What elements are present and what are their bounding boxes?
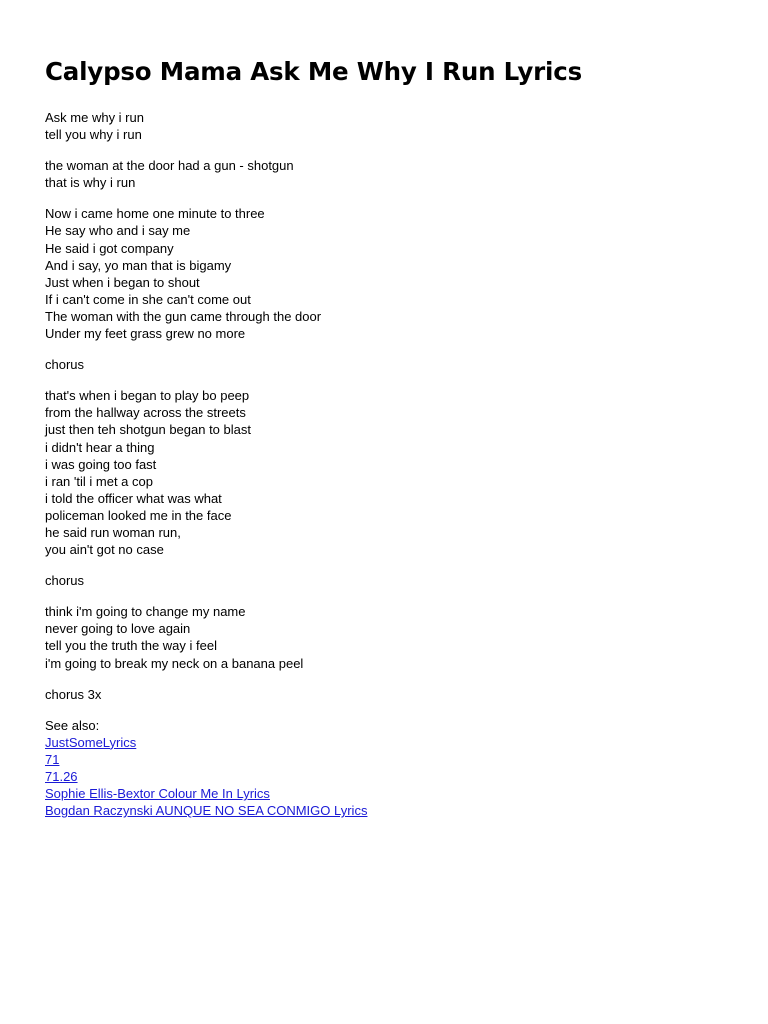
lyric-line: think i'm going to change my name: [45, 604, 246, 620]
lyric-line: Just when i began to shout: [45, 274, 200, 290]
lyric-line: i'm going to break my neck on a banana peel: [45, 655, 304, 671]
lyric-stanza: [45, 157, 725, 191]
see-also-link[interactable]: Sophie Ellis-Bextor Colour Me In Lyrics: [45, 786, 270, 802]
lyric-stanza: [45, 603, 725, 671]
lyric-line: he said run woman run,: [45, 524, 181, 540]
see-also-link[interactable]: 71.26: [45, 769, 78, 784]
lyric-stanza: [45, 356, 725, 373]
lyric-stanza: [45, 387, 725, 558]
see-also-link[interactable]: 71: [45, 751, 60, 767]
lyric-line: tell you why i run: [45, 127, 142, 143]
lyric-line: chorus: [45, 357, 85, 373]
lyric-line: policeman looked me in the face: [45, 507, 232, 523]
lyric-line: you ain't got no case: [45, 542, 164, 558]
see-also-link[interactable]: JustSomeLyrics: [45, 734, 137, 750]
lyric-line: He said i got company: [45, 240, 174, 256]
lyric-line: i told the officer what was what: [45, 490, 222, 506]
lyrics-body: [45, 109, 725, 703]
page-title: Calypso Mama Ask Me Why I Run Lyrics: [45, 57, 582, 86]
lyric-line: Ask me why i run: [45, 110, 144, 125]
see-also-label: See also:: [45, 717, 100, 733]
lyric-line: that is why i run: [45, 175, 136, 191]
see-also-link[interactable]: Bogdan Raczynski AUNQUE NO SEA CONMIGO Lyrics: [45, 803, 368, 819]
lyric-line: If i can't come in she can't come out: [45, 291, 251, 307]
lyric-stanza: [45, 205, 725, 342]
see-also-item: [45, 734, 725, 751]
lyric-line: i was going too fast: [45, 456, 157, 472]
lyric-line: the woman at the door had a gun - shotgun: [45, 158, 294, 174]
lyric-stanza: [45, 572, 725, 589]
see-also-section: [45, 717, 725, 820]
see-also-item: [45, 785, 725, 802]
lyric-line: i ran 'til i met a cop: [45, 473, 153, 489]
see-also-item: [45, 751, 725, 768]
see-also-links: [45, 734, 725, 819]
lyric-stanza: [45, 686, 725, 703]
lyric-line: He say who and i say me: [45, 223, 191, 239]
lyric-line: chorus 3x: [45, 686, 102, 702]
document-page: [45, 55, 725, 833]
lyric-line: And i say, yo man that is bigamy: [45, 257, 232, 273]
see-also-item: [45, 802, 725, 819]
lyric-line: just then teh shotgun began to blast: [45, 422, 251, 438]
lyric-line: Now i came home one minute to three: [45, 206, 265, 222]
see-also-item: [45, 768, 725, 785]
lyric-line: that's when i began to play bo peep: [45, 388, 250, 404]
lyric-line: Under my feet grass grew no more: [45, 326, 246, 342]
lyric-line: chorus: [45, 573, 85, 589]
lyric-line: i didn't hear a thing: [45, 439, 155, 455]
lyric-line: never going to love again: [45, 621, 191, 637]
lyric-stanza: [45, 109, 725, 143]
lyric-line: The woman with the gun came through the door: [45, 308, 322, 324]
lyric-line: tell you the truth the way i feel: [45, 638, 217, 654]
lyric-line: from the hallway across the streets: [45, 405, 246, 421]
